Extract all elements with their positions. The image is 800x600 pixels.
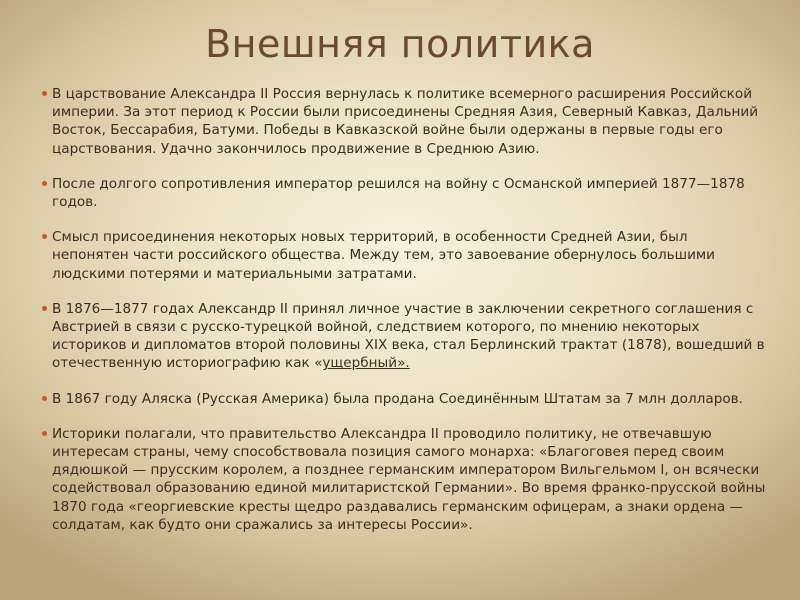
paragraph-text: В царствование Александра II Россия вернулась к политике всемерного расширения Российской империи. За этот период к России были присоединены Средняя Азия, Северный Кавказ, Дальний Восток, Бессарабия, Батуми. Победы в Кавказской войне были одержаны в первые годы его царствования. Удачно закончилось продвижение в Среднюю Азию. — [52, 86, 759, 157]
slide-content — [42, 85, 767, 551]
bullet-dot-icon — [42, 91, 47, 96]
paragraph-text: Историки полагали, что правительство Александра II проводило политику, не отвечавшую интересам страны, чему способствовала позиция самого монарха: «Благоговея перед своим дядюшкой — прусским королем, а позднее германским императором Вильгельмом I, он всячески содействовал образованию единой милитаристской Германии». Во время франко-прусской войны 1870 года «георгиевские кресты щедро раздавались германским офицерам, а знаки ордена — солдатам, как будто они сражались за интересы России». — [52, 425, 766, 533]
bullet-dot-icon — [42, 306, 47, 311]
bullet-paragraph-6 — [42, 425, 767, 534]
paragraph-text: Смысл присоединения некоторых новых территорий, в особенности Средней Азии, был непонятен части российского общества. Между тем, это завоевание обернулось большими людскими потерями и материальными затратами. — [52, 229, 716, 282]
bullet-dot-icon — [42, 396, 47, 401]
bullet-dot-icon — [42, 181, 47, 186]
bullet-paragraph-5 — [42, 390, 767, 408]
bullet-dot-icon — [42, 234, 47, 239]
bullet-paragraph-1 — [42, 85, 767, 158]
paragraph-text: После долгого сопротивления император решился на войну с Османской империей 1877—1878 годов. — [52, 175, 745, 211]
paragraph-text: В 1867 году Аляска (Русская Америка) была продана Соединённым Штатам за 7 млн долларов. — [52, 390, 743, 407]
bullet-paragraph-2 — [42, 175, 767, 211]
bullet-dot-icon — [42, 431, 47, 436]
paragraph-text: В 1876—1877 годах Александр II принял личное участие в заключении секретного соглашения с Австрией в связи с русско-турецкой войной, следствием которого, по мнению некоторых историков и дипломатов второй половины XIX века, стал Берлинский трактат (1878), вошедший в отечественную историографию как « — [52, 300, 765, 372]
bullet-paragraph-3 — [42, 228, 767, 283]
slide-title: Внешняя политика — [205, 22, 595, 66]
bullet-paragraph-4 — [42, 300, 767, 373]
ushcherbny-link[interactable]: ущербный». — [322, 355, 410, 372]
